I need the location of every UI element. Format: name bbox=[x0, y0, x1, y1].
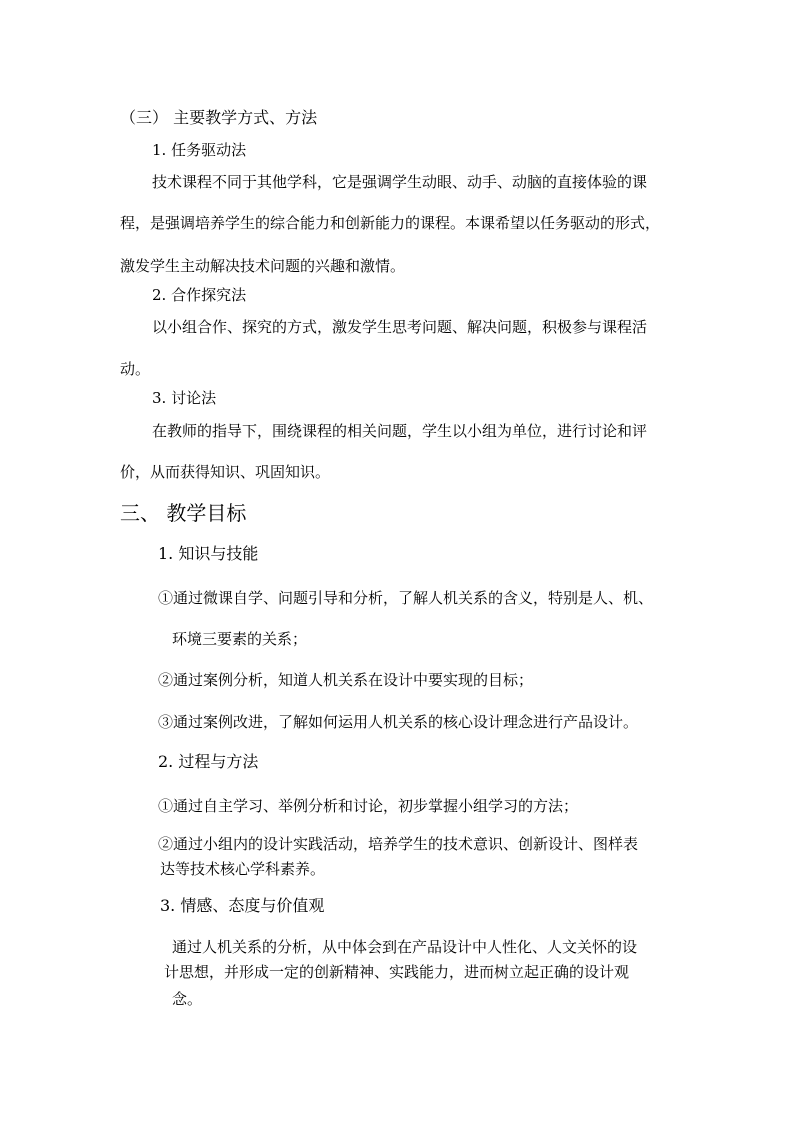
goal-item: ①通过微课自学、问题引导和分析，了解人机关系的含义，特别是人、机、 bbox=[158, 589, 654, 607]
paragraph-line: 程，是强调培养学生的综合能力和创新能力的课程。本课希望以任务驱动的形式， bbox=[120, 214, 661, 232]
paragraph-line: 通过人机关系的分析，从中体会到在产品设计中人性化、人文关怀的设 bbox=[172, 938, 638, 956]
paragraph-line: 在教师的指导下，围绕课程的相关问题，学生以小组为单位，进行讨论和评 bbox=[152, 422, 648, 440]
paragraph-line: 计思想，并形成一定的创新精神、实践能力，进而树立起正确的设计观 bbox=[164, 963, 630, 981]
goal-item: ③通过案例改进，了解如何运用人机关系的核心设计理念进行产品设计。 bbox=[158, 713, 639, 731]
goal-item: ②通过案例分析，知道人机关系在设计中要实现的目标； bbox=[158, 671, 534, 689]
goal-item: 环境三要素的关系； bbox=[172, 630, 308, 648]
goal-2-title: 2. 过程与方法 bbox=[158, 752, 259, 771]
goal-item: 达等技术核心学科素养。 bbox=[160, 860, 326, 878]
goal-1-title: 1. 知识与技能 bbox=[158, 544, 259, 563]
paragraph-line: 价，从而获得知识、巩固知识。 bbox=[120, 463, 331, 481]
subsection-heading: （三） 主要教学方式、方法 bbox=[120, 108, 318, 127]
method-1-title: 1. 任务驱动法 bbox=[152, 141, 247, 159]
paragraph-line: 以小组合作、探究的方式，激发学生思考问题、解决问题，积极参与课程活 bbox=[152, 318, 648, 336]
paragraph-line: 念。 bbox=[172, 990, 203, 1008]
method-2-title: 2. 合作探究法 bbox=[152, 286, 247, 304]
paragraph-line: 激发学生主动解决技术问题的兴趣和激情。 bbox=[120, 257, 406, 275]
goal-3-title: 3. 情感、态度与价值观 bbox=[160, 896, 325, 915]
method-3-title: 3. 讨论法 bbox=[152, 389, 217, 407]
paragraph-line: 技术课程不同于其他学科，它是强调学生动眼、动手、动脑的直接体验的课 bbox=[152, 173, 648, 191]
section-heading: 三、 教学目标 bbox=[120, 501, 247, 525]
goal-item: ①通过自主学习、举例分析和讨论，初步掌握小组学习的方法； bbox=[158, 797, 579, 815]
paragraph-line: 动。 bbox=[120, 360, 151, 378]
goal-item: ②通过小组内的设计实践活动，培养学生的技术意识、创新设计、图样表 bbox=[158, 835, 639, 853]
